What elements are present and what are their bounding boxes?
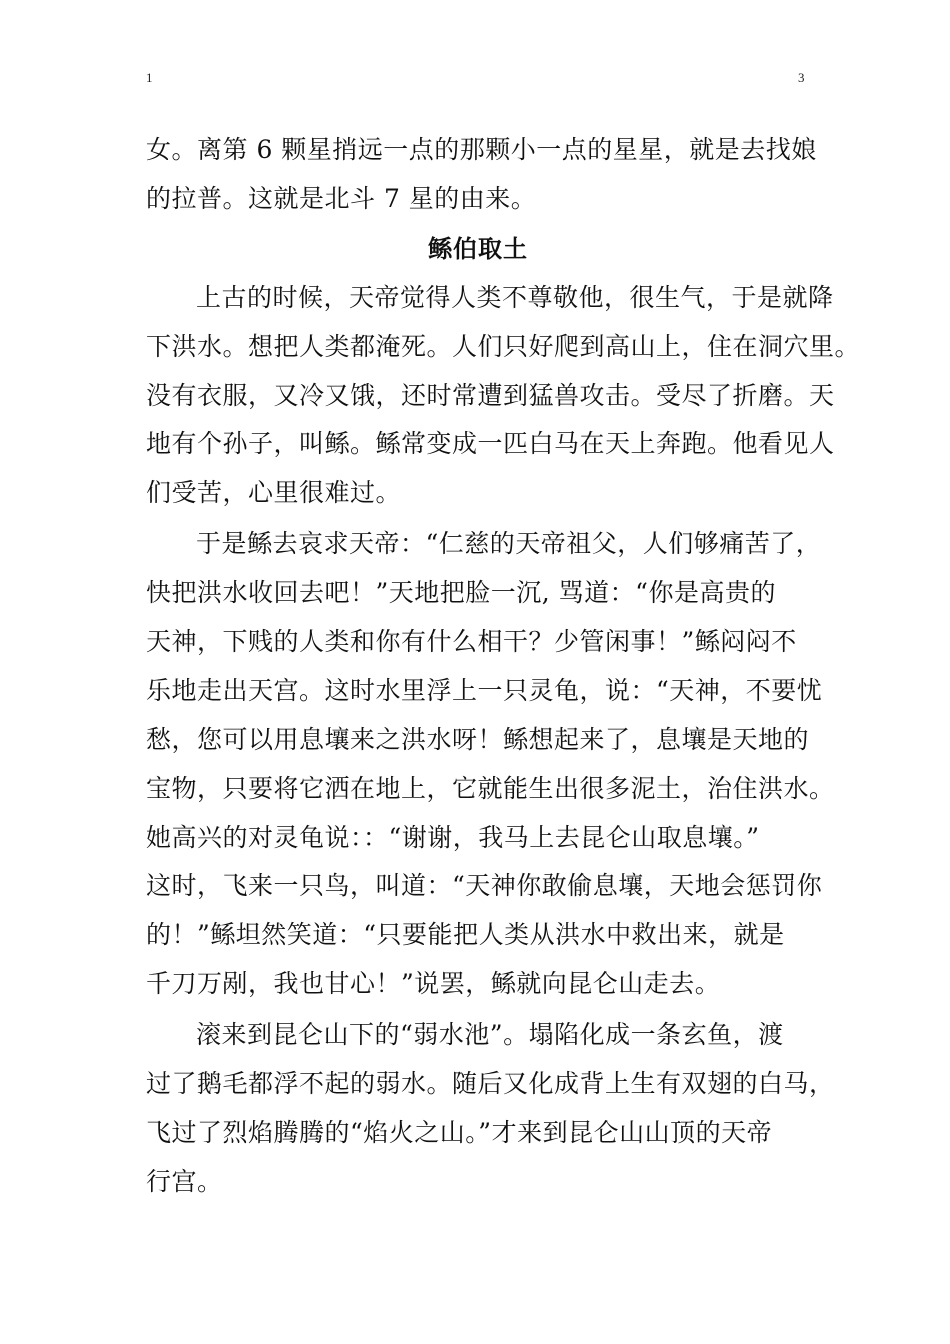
- paragraph-line: 行宫。: [146, 1166, 223, 1196]
- paragraph-line: 愁，您可以用息壤来之洪水呀！鲧想起来了，息壤是天地的: [146, 724, 810, 754]
- page-number-right: 3: [798, 70, 805, 85]
- paragraph-line: 下洪水。想把人类都淹死。人们只好爬到高山上，住在洞穴里。: [146, 331, 861, 361]
- paragraph-line: 宝物，只要将它洒在地上，它就能生出很多泥土，治住洪水。: [146, 773, 835, 803]
- document-body: [146, 126, 861, 1207]
- paragraph: [146, 274, 861, 518]
- paragraph-line: 上古的时候，天帝觉得人类不尊敬他，很生气，于是就降: [196, 282, 834, 312]
- paragraph: [146, 520, 835, 1009]
- paragraph-line: 飞过了烈焰腾腾的“焰火之山。”才来到昆仑山山顶的天帝: [146, 1117, 773, 1147]
- story-title: 鲧伯取土: [428, 234, 528, 263]
- paragraph-line: 的！”鲧坦然笑道：“只要能把人类从洪水中救出来，就是: [146, 920, 785, 950]
- paragraph-line: 天神，下贱的人类和你有什么相干？少管闲事！”鲧闷闷不: [146, 627, 797, 657]
- paragraph-line: 地有个孙子，叫鲧。鲧常变成一匹白马在天上奔跑。他看见人: [146, 429, 835, 459]
- paragraph-line: 乐地走出天宫。这时水里浮上一只灵龟，说：“天神，不要忧: [146, 675, 823, 705]
- intro-line: 女。离第 6 颗星捎远一点的那颗小一点的星星，就是去找娘: [146, 135, 817, 164]
- paragraph-line: 于是鲧去哀求天帝：“仁慈的天帝祖父，人们够痛苦了，: [196, 529, 822, 559]
- paragraph-line: 快把洪水收回去吧！”天地把脸一沉, 骂道：“你是高贵的: [146, 578, 776, 608]
- paragraph-line: 她高兴的对灵龟说：：“谢谢，我马上去昆仑山取息壤。”: [146, 822, 760, 852]
- paragraph: [146, 1011, 835, 1207]
- paragraph-line: 没有衣服，又冷又饿，还时常遭到猛兽攻击。受尽了折磨。天: [146, 380, 835, 410]
- paragraph-line: 过了鹅毛都浮不起的弱水。随后又化成背上生有双翅的白马，: [146, 1069, 835, 1099]
- paragraph-line: 这时，飞来一只鸟，叫道：“天神你敢偷息壤，天地会惩罚你: [146, 871, 823, 901]
- paragraph-line: 们受苦，心里很难过。: [146, 478, 402, 508]
- intro-line: 的拉普。这就是北斗 7 星的由来。: [146, 183, 537, 213]
- page-number-left: 1: [146, 70, 153, 85]
- paragraph-line: 千刀万剐，我也甘心！”说罢，鲧就向昆仑山走去。: [146, 969, 721, 999]
- paragraph-line: 滚来到昆仑山下的“弱水池”。塌陷化成一条玄鱼，渡: [196, 1020, 784, 1050]
